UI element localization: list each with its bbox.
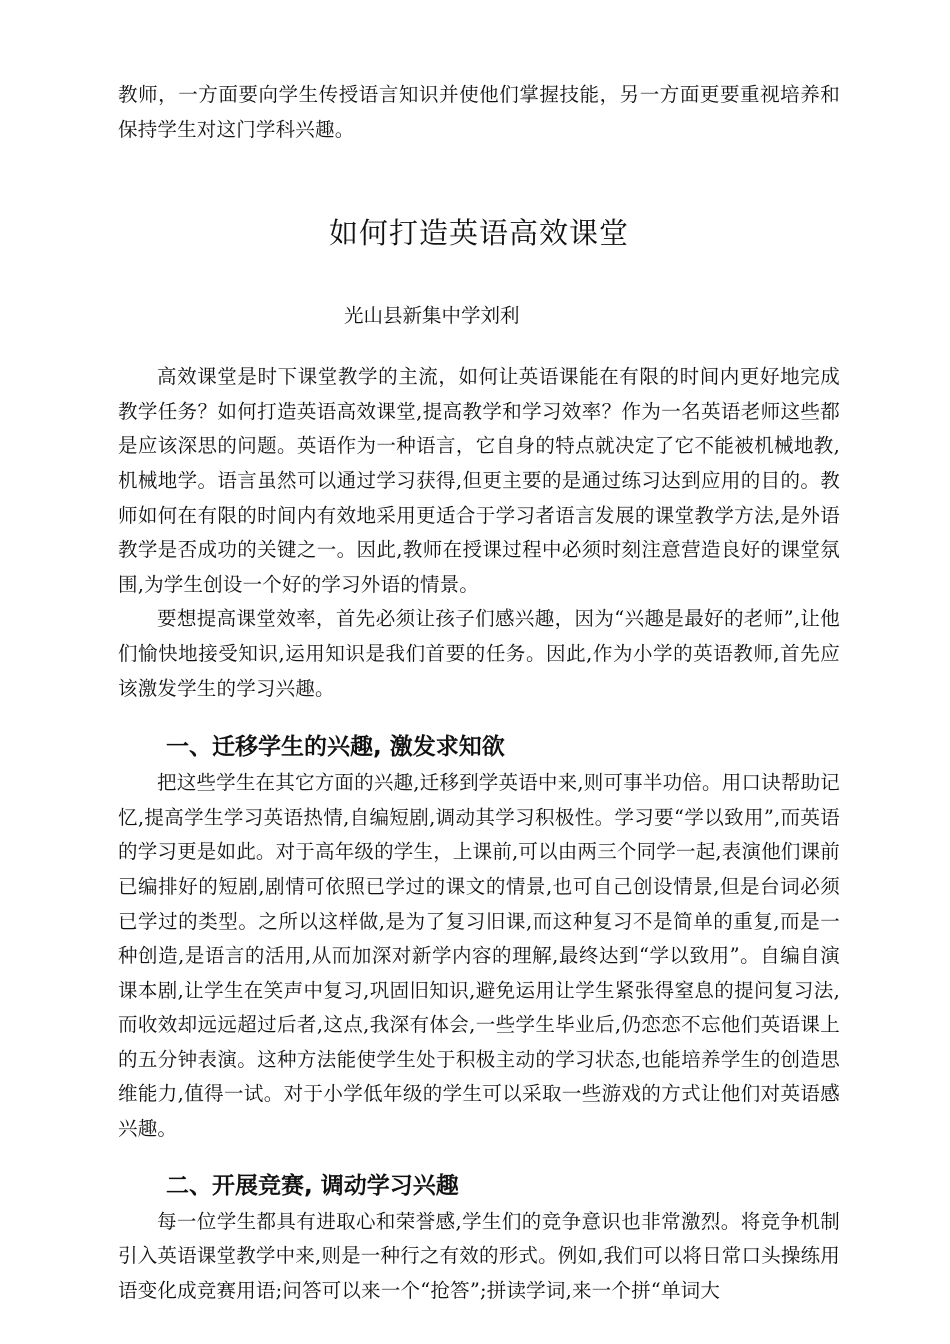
section-heading: 一、迁移学生的兴趣, 激发求知欲	[166, 734, 505, 761]
article-author: 光山县新集中学刘利	[344, 304, 520, 328]
spacer	[118, 1147, 840, 1167]
section-body: 每一位学生都具有进取心和荣誉感,学生们的竞争意识也非常激烈。将竞争机制引入英语课堂教学中来,则是一种行之有效的形式。例如,我们可以将日常口头操练用语变化成竞赛用语;问答可以来一个“抢答”;拼读学词,来一个拼“单词大	[118, 1209, 840, 1302]
section-body: 把这些学生在其它方面的兴趣,迁移到学英语中来,则可事半功倍。用口诀帮助记忆,提高学生学习英语热情,自编短剧,调动其学习积极性。学习要“学以致用”,而英语的学习更是如此。对于高年级的学生，上课前,可以由两三个同学一起,表演他们课前已编排好的短剧,剧情可依照已学过的课文的情景,也可自己创设情景,但是台词必须已学过的类型。之所以这样做,是为了复习旧课,而这种复习不是简单的重复,而是一种创造,是语言的活用,从而加深对新学内容的理解,最终达到“学以致用”。自编自演课本剧,让学生在笑声中复习,巩固旧知识,避免运用让学生紧张得窒息的提问复习法,而收效却远远超过后者,这点,我深有体会,一些学生毕业后,仍恋恋不忘他们英语课上的五分钟表演。这种方法能使学生处于积极主动的学习状态,也能培养学生的创造思维能力,值得一试。对于小学低年级的学生可以采取一些游戏的方式让他们对英语感兴趣。	[118, 771, 840, 1141]
document-page	[118, 78, 840, 1308]
spacer	[118, 147, 840, 213]
section-heading: 二、开展竞赛, 调动学习兴趣	[166, 1172, 459, 1199]
body-paragraph: 要想提高课堂效率，首先必须让孩子们感兴趣，因为“兴趣是最好的老师”,让他们愉快地接受知识,运用知识是我们首要的任务。因此,作为小学的英语教师,首先应该激发学生的学习兴趣。	[118, 607, 840, 700]
spacer	[118, 253, 840, 299]
article-title: 如何打造英语高效课堂	[328, 216, 629, 251]
spacer	[118, 333, 840, 360]
body-paragraph: 高效课堂是时下课堂教学的主流，如何让英语课能在有限的时间内更好地完成教学任务？如何打造英语高效课堂,提高教学和学习效率？作为一名英语老师这些都是应该深思的问题。英语作为一种语言，它自身的特点就决定了它不能被机械地教,机械地学。语言虽然可以通过学习获得,但更主要的是通过练习达到应用的目的。教师如何在有限的时间内有效地采用更适合于学习者语言发展的课堂教学方法,是外语教学是否成功的关键之一。因此,教师在授课过程中必须时刻注意营造良好的课堂氛围,为学生创设一个好的学习外语的情景。	[118, 365, 840, 596]
spacer	[118, 706, 840, 728]
intro-paragraph: 教师，一方面要向学生传授语言知识并使他们掌握技能，另一方面更要重视培养和保持学生对这门学科兴趣。	[118, 83, 840, 141]
